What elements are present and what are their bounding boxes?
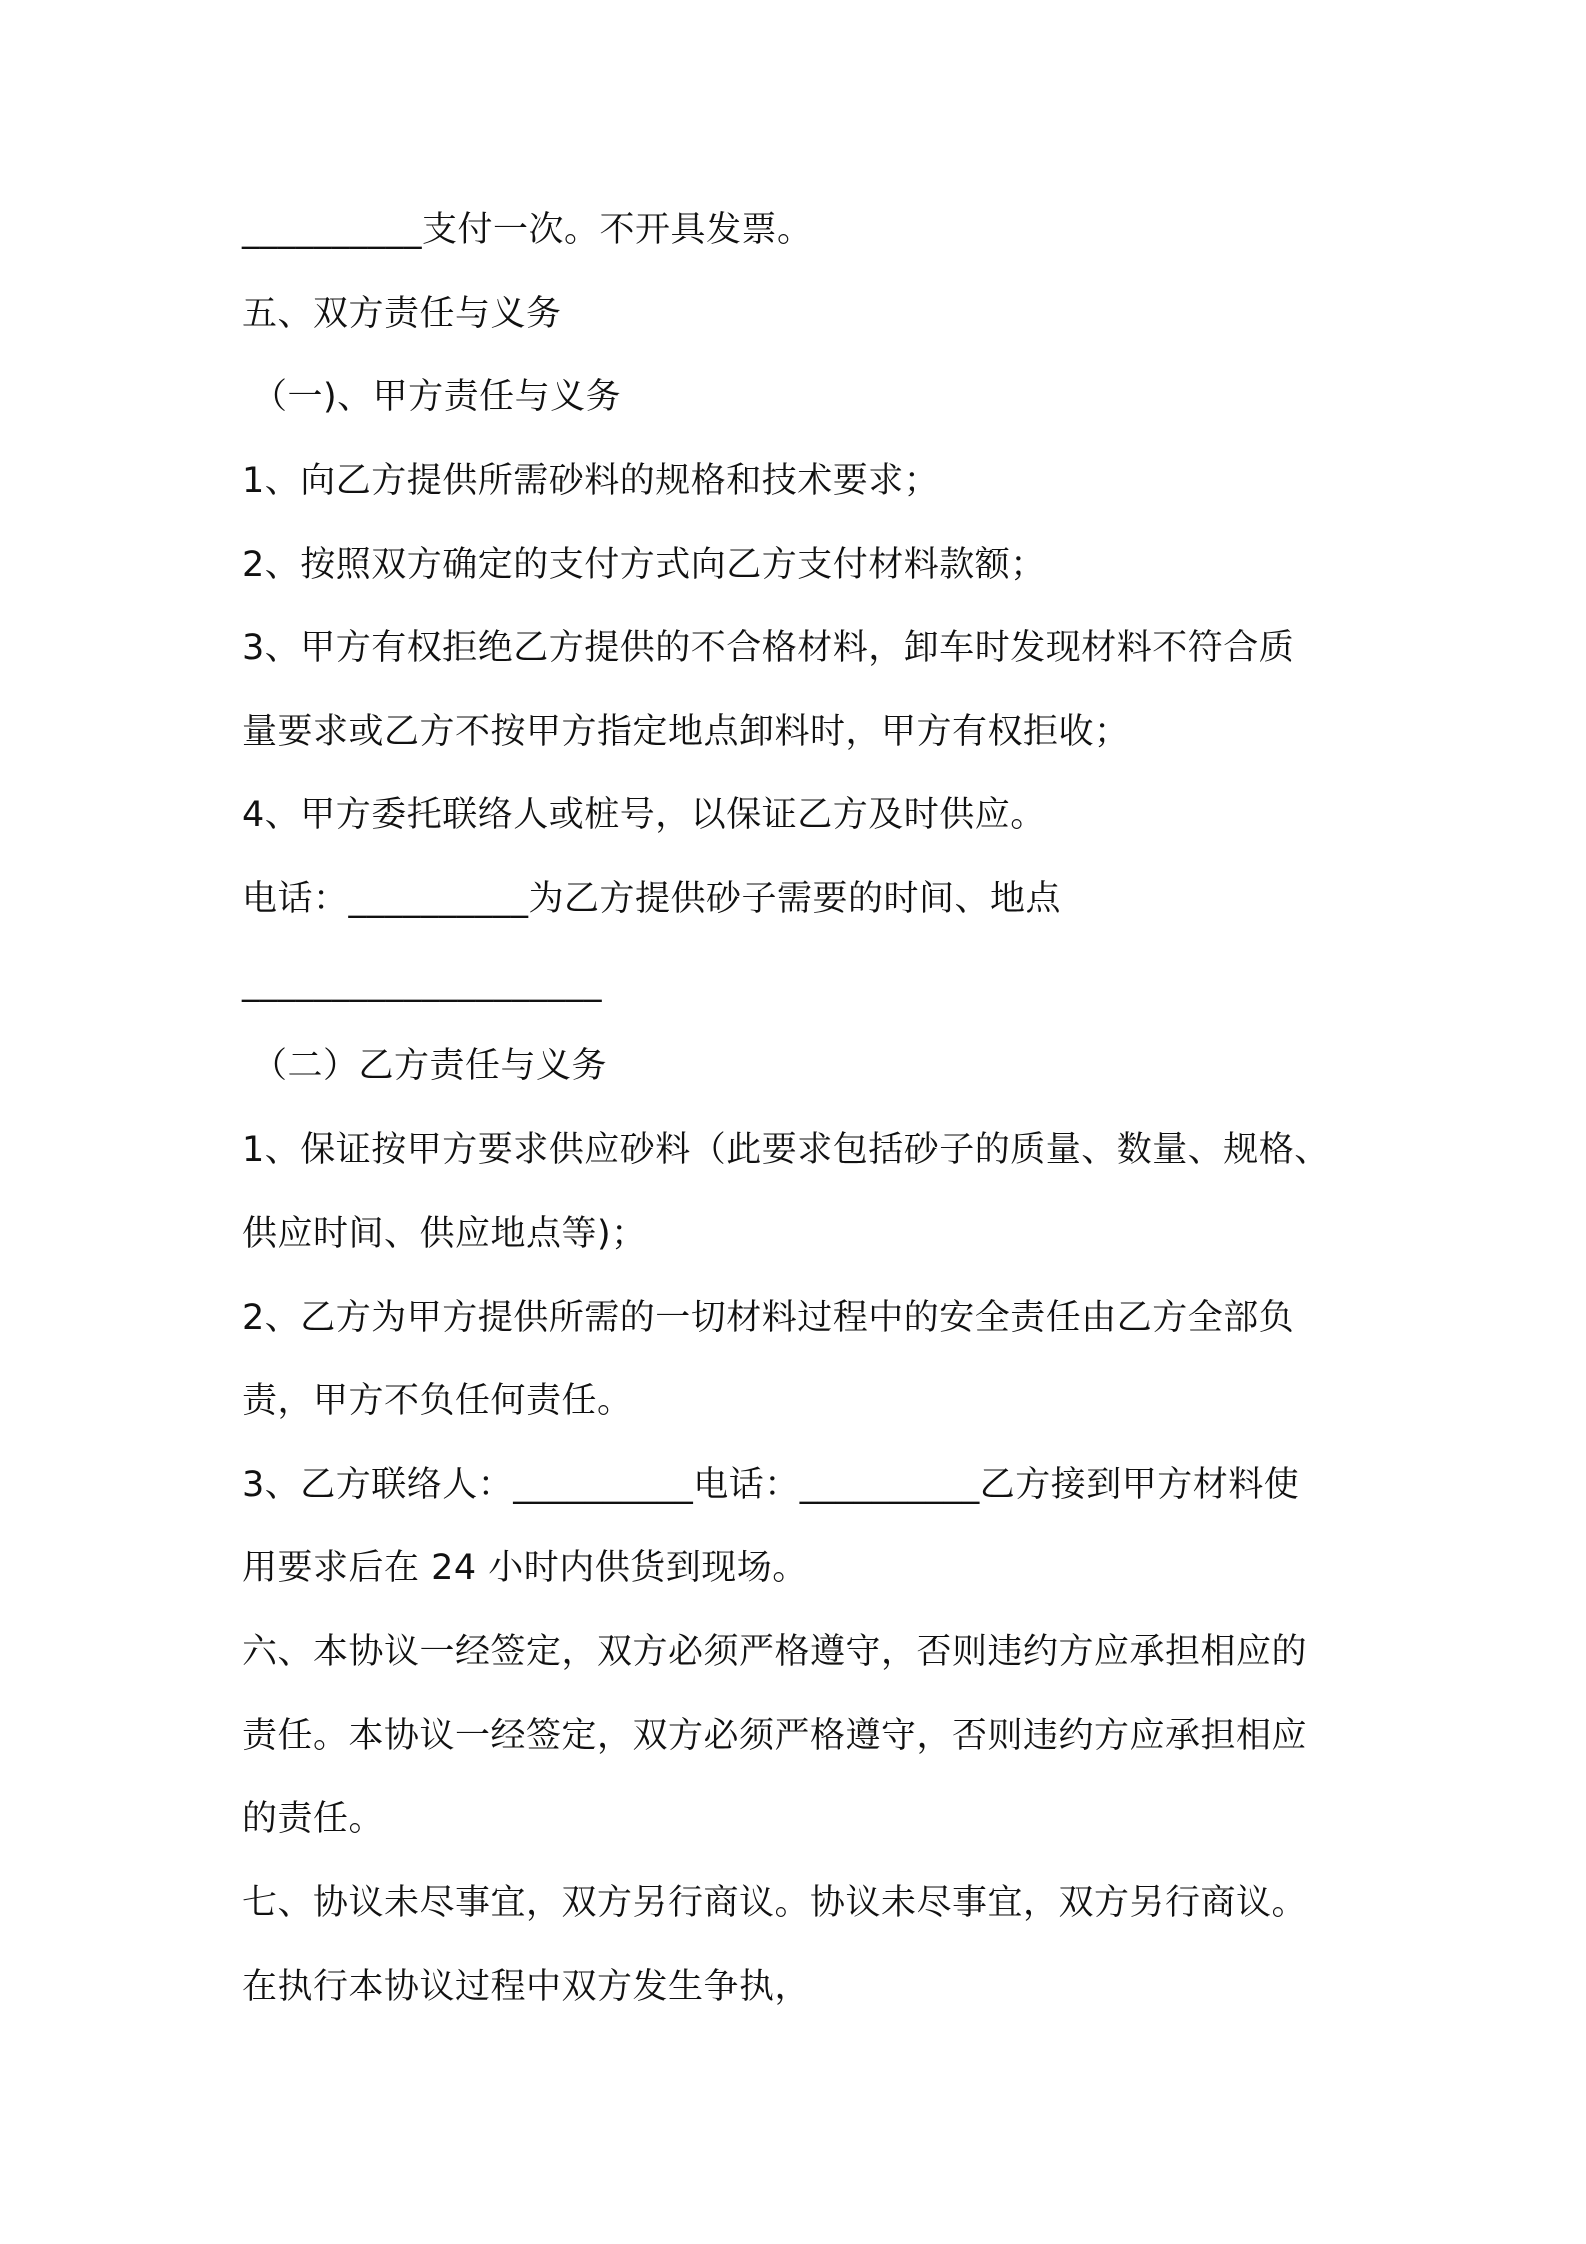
section-six-line-3: 的责任。	[242, 1799, 385, 1839]
section-seven-line-1: 七、协议未尽事宜，双方另行商议。协议未尽事宜，双方另行商议。	[242, 1883, 1308, 1923]
party-a-item-2: 2、按照双方确定的支付方式向乙方支付材料款额；	[242, 545, 1046, 585]
party-b-item-2-cont: 责，甲方不负任何责任。	[242, 1381, 633, 1421]
party-a-item-1: 1、向乙方提供所需砂料的规格和技术要求；	[242, 461, 940, 501]
party-b-heading: （二）乙方责任与义务	[252, 1046, 608, 1086]
section-seven-line-2: 在执行本协议过程中双方发生争执，	[242, 1967, 811, 2007]
party-b-item-1-cont: 供应时间、供应地点等)；	[242, 1214, 647, 1254]
section-six-line-2: 责任。本协议一经签定，双方必须严格遵守，否则违约方应承担相应	[242, 1716, 1308, 1756]
party-b-item-3-cont: 用要求后在 24 小时内供货到现场。	[242, 1548, 808, 1588]
text-line-1: __________支付一次。不开具发票。	[242, 210, 813, 250]
party-b-item-3: 3、乙方联络人：__________电话：__________乙方接到甲方材料使	[242, 1465, 1300, 1505]
party-a-heading: （一)、甲方责任与义务	[252, 377, 622, 417]
party-b-item-2: 2、乙方为甲方提供所需的一切材料过程中的安全责任由乙方全部负	[242, 1298, 1295, 1338]
section-six-line-1: 六、本协议一经签定，双方必须严格遵守，否则违约方应承担相应的	[242, 1632, 1308, 1672]
party-a-item-3: 3、甲方有权拒绝乙方提供的不合格材料，卸车时发现材料不符合质	[242, 628, 1295, 668]
party-a-item-3-cont: 量要求或乙方不按甲方指定地点卸料时，甲方有权拒收；	[242, 712, 1130, 752]
phone-line: 电话：__________为乙方提供砂子需要的时间、地点	[242, 879, 1062, 919]
party-b-item-1: 1、保证按甲方要求供应砂料（此要求包括砂子的质量、数量、规格、	[242, 1130, 1330, 1170]
blank-line: ____________________	[242, 963, 602, 1003]
party-a-item-4: 4、甲方委托联络人或桩号，以保证乙方及时供应。	[242, 795, 1046, 835]
section-five-heading: 五、双方责任与义务	[242, 294, 562, 334]
